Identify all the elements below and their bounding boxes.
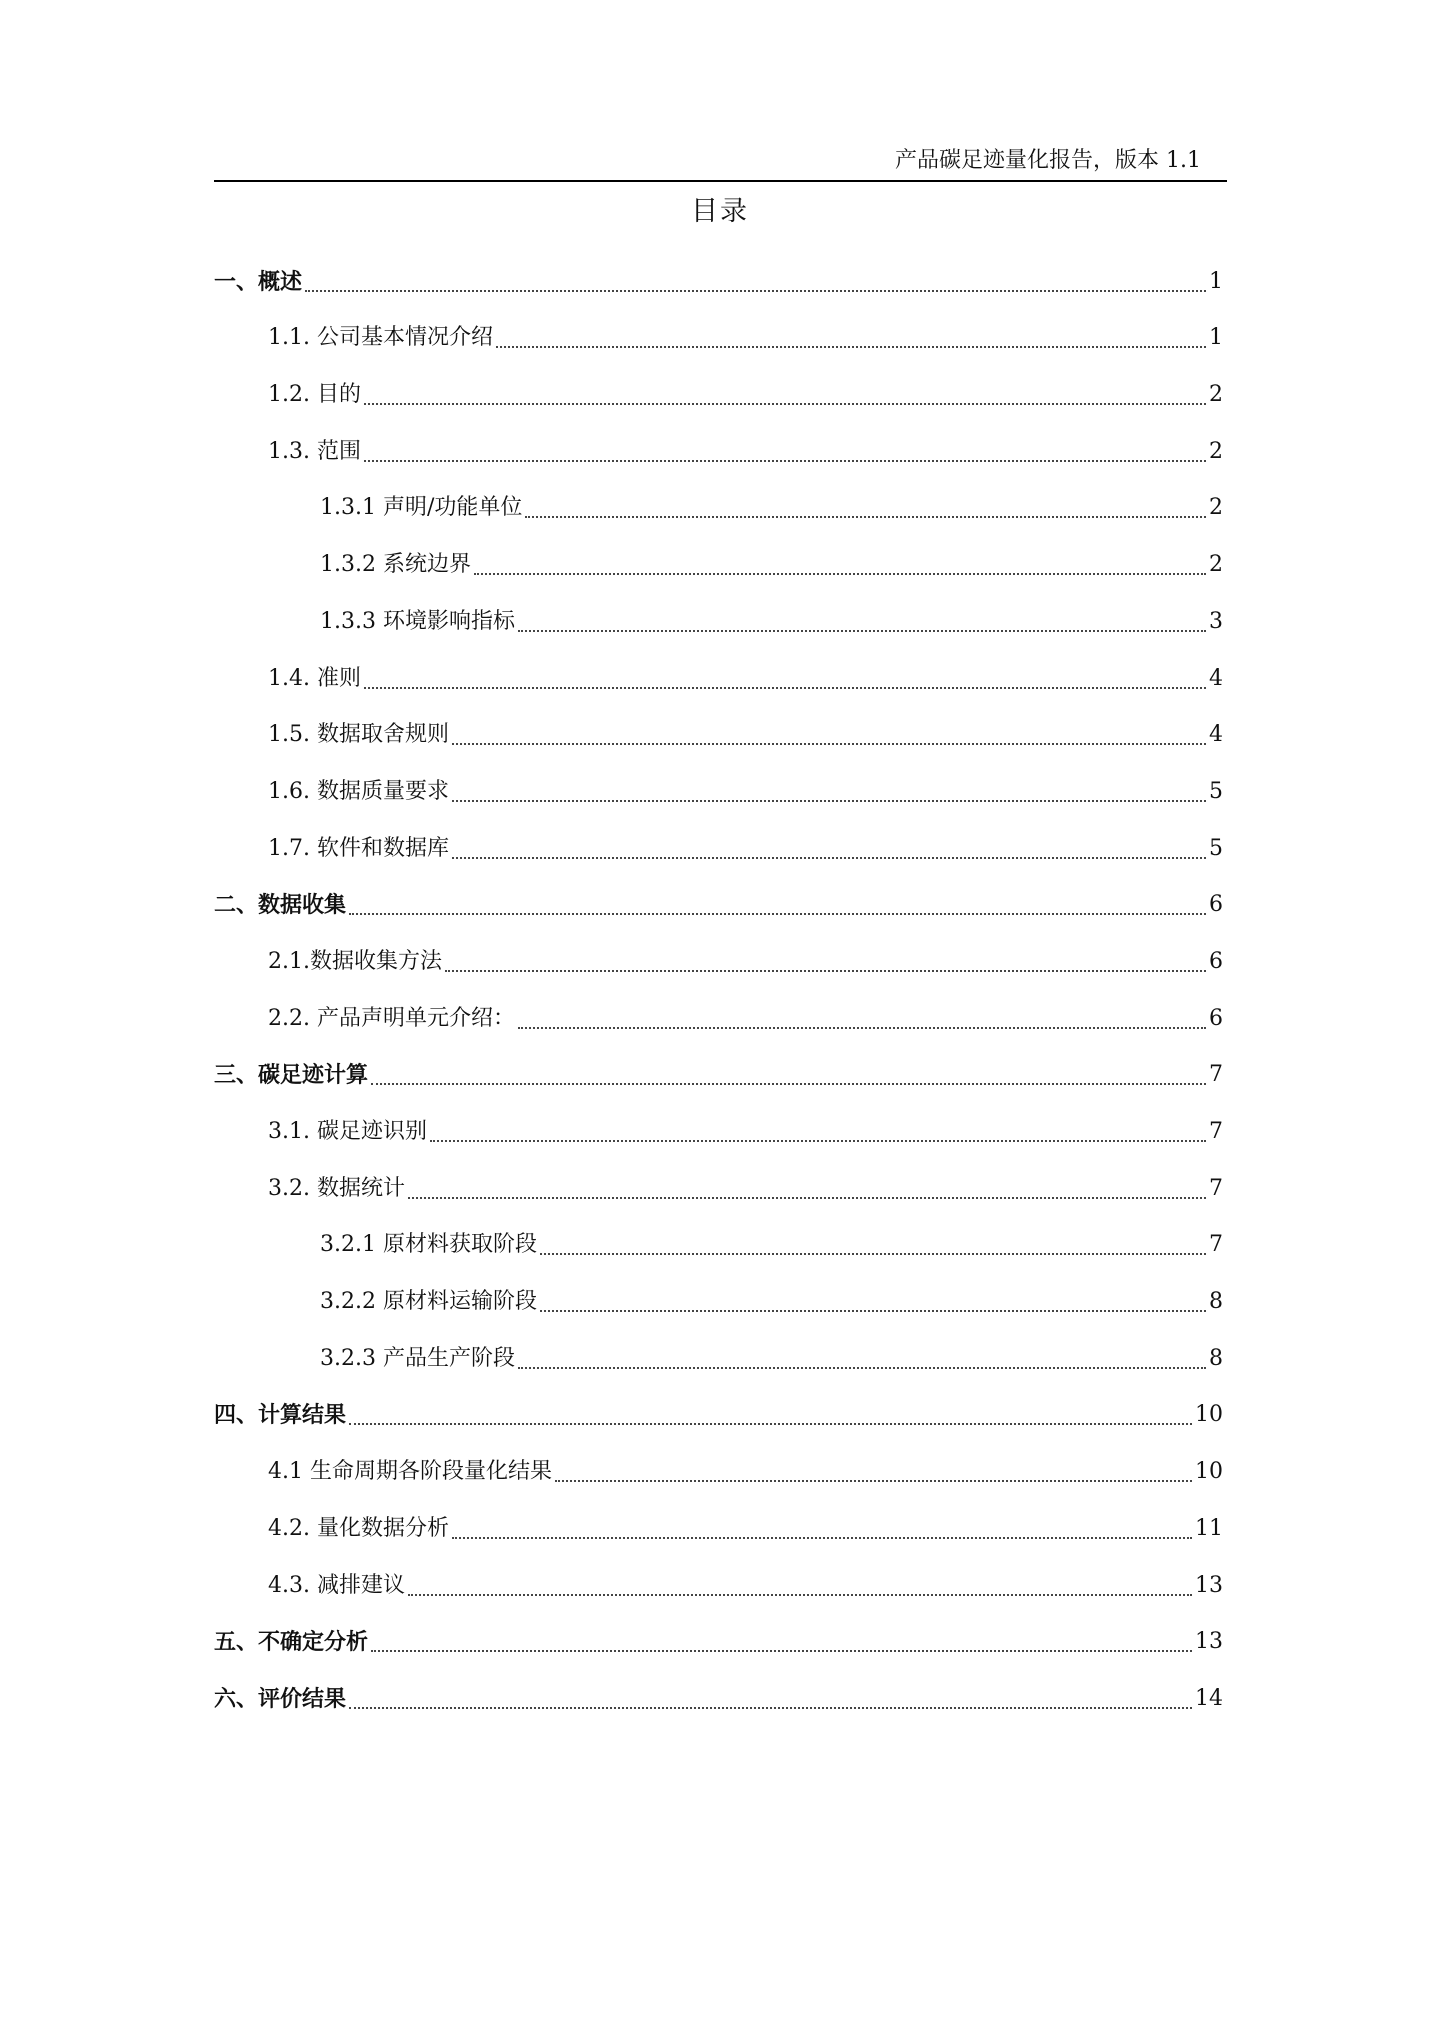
toc-entry-page-number: 10 xyxy=(1195,1459,1223,1485)
toc-entry[interactable] xyxy=(214,1381,1223,1438)
toc-entry[interactable] xyxy=(214,587,1223,644)
toc-dot-leader xyxy=(305,290,1206,292)
toc-entry-label: 4.1 生命周期各阶段量化结果 xyxy=(268,1459,552,1485)
toc-entry-label: 三、碳足迹计算 xyxy=(214,1062,369,1089)
toc-dot-leader xyxy=(518,1367,1206,1369)
toc-entry-page-number: 13 xyxy=(1195,1572,1223,1598)
toc-entry-page-number: 13 xyxy=(1195,1629,1223,1655)
toc-entry-page-number: 2 xyxy=(1209,438,1223,464)
toc-entry-label: 1.3.2 系统边界 xyxy=(320,552,471,578)
toc-entry[interactable] xyxy=(214,1324,1223,1381)
toc-entry[interactable] xyxy=(214,1154,1223,1211)
toc-entry-page-number: 2 xyxy=(1209,552,1223,578)
toc-entry[interactable] xyxy=(214,871,1223,928)
table-of-contents xyxy=(214,247,1223,1721)
toc-entry[interactable] xyxy=(214,1608,1223,1665)
toc-entry-label: 4.3. 减排建议 xyxy=(268,1572,405,1598)
toc-entry-page-number: 2 xyxy=(1209,495,1223,521)
toc-dot-leader xyxy=(349,1423,1192,1425)
toc-dot-leader xyxy=(555,1480,1192,1482)
toc-entry-label: 1.3. 范围 xyxy=(268,438,361,464)
toc-entry-page-number: 4 xyxy=(1209,722,1223,748)
toc-entry[interactable] xyxy=(214,1211,1223,1268)
toc-entry-label: 3.2.3 产品生产阶段 xyxy=(320,1345,515,1371)
toc-entry-page-number: 7 xyxy=(1209,1062,1223,1088)
toc-dot-leader xyxy=(445,970,1206,972)
toc-dot-leader xyxy=(364,460,1206,462)
toc-entry[interactable] xyxy=(214,530,1223,587)
toc-entry-page-number: 7 xyxy=(1209,1175,1223,1201)
toc-entry-label: 1.3.3 环境影响指标 xyxy=(320,608,515,634)
toc-dot-leader xyxy=(430,1140,1206,1142)
toc-entry-page-number: 11 xyxy=(1195,1515,1223,1541)
toc-entry[interactable] xyxy=(214,814,1223,871)
toc-entry-label: 3.2. 数据统计 xyxy=(268,1175,405,1201)
toc-entry-label: 二、数据收集 xyxy=(214,892,347,919)
toc-entry-label: 1.1. 公司基本情况介绍 xyxy=(268,325,493,351)
toc-entry[interactable] xyxy=(214,1664,1223,1721)
toc-dot-leader xyxy=(349,1707,1192,1709)
toc-entry-label: 1.7. 软件和数据库 xyxy=(268,835,449,861)
toc-entry[interactable] xyxy=(214,1437,1223,1494)
toc-entry-page-number: 10 xyxy=(1195,1402,1223,1428)
toc-entry-label: 2.1.数据收集方法 xyxy=(268,948,442,974)
toc-entry-label: 3.2.1 原材料获取阶段 xyxy=(320,1232,537,1258)
toc-entry-label: 1.6. 数据质量要求 xyxy=(268,778,449,804)
toc-entry[interactable] xyxy=(214,247,1223,304)
toc-entry-page-number: 4 xyxy=(1209,665,1223,691)
toc-dot-leader xyxy=(371,1650,1192,1652)
toc-entry-label: 1.4. 准则 xyxy=(268,665,361,691)
toc-dot-leader xyxy=(408,1594,1192,1596)
toc-entry-page-number: 5 xyxy=(1209,778,1223,804)
toc-entry-page-number: 7 xyxy=(1209,1232,1223,1258)
toc-entry[interactable] xyxy=(214,304,1223,361)
header-title: 产品碳足迹量化报告，版本 1.1 xyxy=(895,148,1201,173)
toc-dot-leader xyxy=(540,1253,1206,1255)
toc-entry-label: 一、概述 xyxy=(214,268,303,295)
page-header xyxy=(214,144,1227,182)
toc-entry-page-number: 8 xyxy=(1209,1345,1223,1371)
toc-entry-page-number: 14 xyxy=(1195,1685,1223,1711)
toc-title: 目录 xyxy=(691,196,749,227)
toc-dot-leader xyxy=(349,913,1206,915)
toc-entry[interactable] xyxy=(214,701,1223,758)
toc-entry[interactable] xyxy=(214,1041,1223,1098)
toc-entry[interactable] xyxy=(214,1494,1223,1551)
toc-entry-label: 2.2. 产品声明单元介绍： xyxy=(268,1005,515,1031)
toc-dot-leader xyxy=(452,857,1206,859)
toc-entry-label: 四、计算结果 xyxy=(214,1402,347,1429)
toc-dot-leader xyxy=(452,1537,1192,1539)
toc-entry[interactable] xyxy=(214,1097,1223,1154)
toc-dot-leader xyxy=(371,1083,1206,1085)
toc-entry-page-number: 3 xyxy=(1209,608,1223,634)
toc-dot-leader xyxy=(452,743,1206,745)
toc-entry-label: 1.3.1 声明/功能单位 xyxy=(320,495,523,521)
toc-entry-label: 1.2. 目的 xyxy=(268,382,361,408)
toc-entry-page-number: 8 xyxy=(1209,1289,1223,1315)
toc-dot-leader xyxy=(525,516,1206,518)
toc-entry-page-number: 5 xyxy=(1209,835,1223,861)
toc-dot-leader xyxy=(518,1027,1206,1029)
toc-entry[interactable] xyxy=(214,927,1223,984)
toc-entry-page-number: 6 xyxy=(1209,948,1223,974)
toc-entry-label: 3.2.2 原材料运输阶段 xyxy=(320,1289,537,1315)
toc-dot-leader xyxy=(364,403,1206,405)
toc-entry[interactable] xyxy=(214,1267,1223,1324)
toc-entry-label: 六、评价结果 xyxy=(214,1685,347,1712)
toc-dot-leader xyxy=(408,1197,1206,1199)
toc-entry[interactable] xyxy=(214,1551,1223,1608)
toc-entry[interactable] xyxy=(214,360,1223,417)
toc-entry[interactable] xyxy=(214,474,1223,531)
toc-dot-leader xyxy=(518,630,1206,632)
toc-entry[interactable] xyxy=(214,417,1223,474)
toc-entry-page-number: 1 xyxy=(1209,325,1223,351)
toc-entry-label: 1.5. 数据取舍规则 xyxy=(268,722,449,748)
toc-entry[interactable] xyxy=(214,644,1223,701)
toc-dot-leader xyxy=(540,1310,1206,1312)
toc-entry[interactable] xyxy=(214,757,1223,814)
toc-entry-label: 4.2. 量化数据分析 xyxy=(268,1515,449,1541)
toc-entry-page-number: 6 xyxy=(1209,892,1223,918)
toc-entry-page-number: 2 xyxy=(1209,382,1223,408)
toc-dot-leader xyxy=(364,687,1206,689)
toc-dot-leader xyxy=(452,800,1206,802)
toc-entry-label: 3.1. 碳足迹识别 xyxy=(268,1119,427,1144)
toc-dot-leader xyxy=(474,573,1206,575)
toc-entry-page-number: 7 xyxy=(1209,1119,1223,1144)
toc-entry-label: 五、不确定分析 xyxy=(214,1629,369,1656)
toc-entry-page-number: 6 xyxy=(1209,1005,1223,1031)
toc-entry[interactable] xyxy=(214,984,1223,1041)
toc-dot-leader xyxy=(496,346,1206,348)
toc-entry-page-number: 1 xyxy=(1209,268,1223,294)
